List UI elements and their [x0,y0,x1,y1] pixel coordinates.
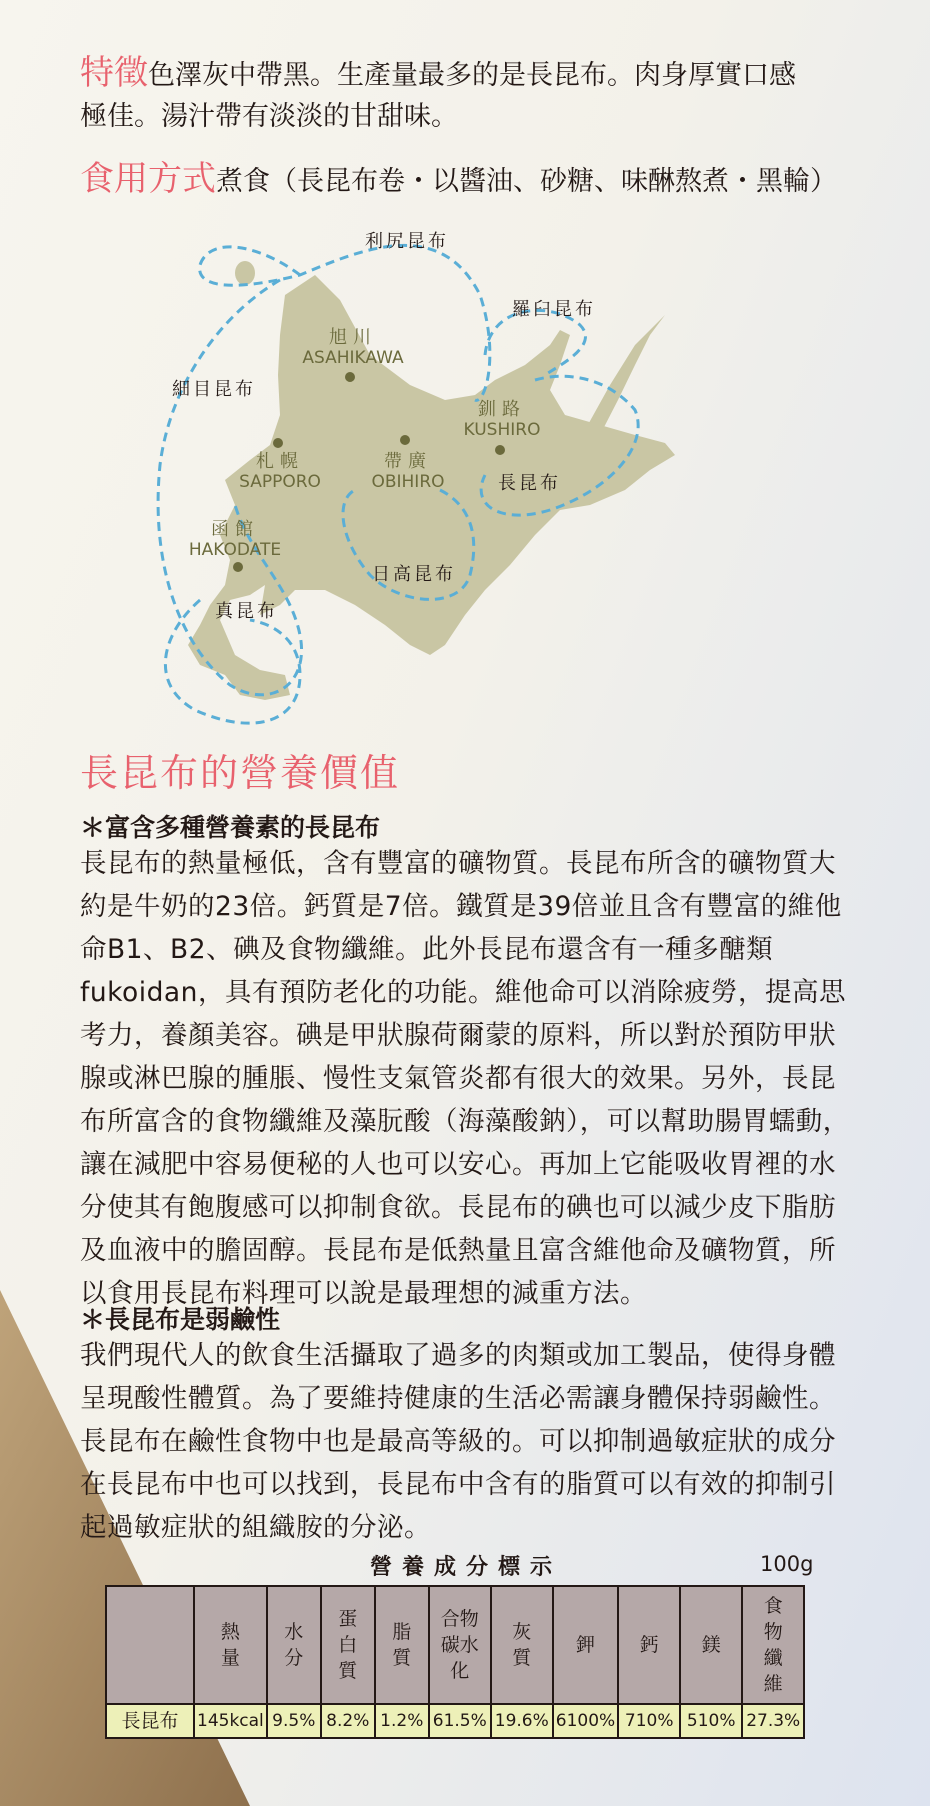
nutrition-table [105,1585,805,1739]
nutrition-subheading-2: ＊長昆布是弱鹼性 [80,1305,281,1334]
header-water: 水分 [267,1586,321,1704]
nutrition-paragraph-1 [80,842,870,1315]
city-en-obihiro: OBIHIRO [371,472,445,492]
para2-line: 長昆布在鹼性食物中也是最高等級的。可以抑制過敏症狀的成分 [80,1426,836,1457]
city-zh-sapporo: 札幌 [256,451,304,472]
row-label: 長昆布 [106,1704,194,1738]
region-label-hosome: 細目昆布 [172,379,256,400]
usage-line [80,158,837,203]
city-en-hakodate: HAKODATE [188,540,282,560]
header-magnesium: 鎂 [680,1586,742,1704]
table-corner-cell [106,1586,194,1704]
para2-line: 我們現代人的飲食生活攝取了過多的肉類或加工製品，使得身體 [80,1340,836,1371]
value-carbs: 61.5% [429,1704,491,1738]
sapporo-dot [273,438,283,448]
para1-line: 分使其有飽腹感可以抑制食欲。長昆布的碘也可以減少皮下脂肪 [80,1192,836,1223]
header-protein: 蛋白質 [321,1586,375,1704]
header-potassium: 鉀 [553,1586,618,1704]
value-magnesium: 510% [680,1704,742,1738]
city-zh-asahikawa: 旭川 [329,327,377,348]
usage-text: 煮食（長昆布卷・以醬油、砂糖、味醂熬煮・黑輪） [216,166,837,197]
feature-line-2 [80,96,458,138]
para1-line: 考力，養顏美容。碘是甲狀腺荷爾蒙的原料，所以對於預防甲狀 [80,1020,836,1051]
value-calcium: 710% [618,1704,680,1738]
para1-line: 以食用長昆布料理可以說是最理想的減重方法。 [80,1278,647,1309]
value-fat: 1.2% [375,1704,429,1738]
value-protein: 8.2% [321,1704,375,1738]
para1-line: 及血液中的膽固醇。長昆布是低熱量且富含維他命及礦物質，所 [80,1235,836,1266]
value-fiber: 27.3% [742,1704,804,1738]
para1-line: 約是牛奶的23倍。鈣質是7倍。鐵質是39倍並且含有豐富的維他 [80,891,842,922]
value-potassium: 6100% [553,1704,618,1738]
value-water: 9.5% [267,1704,321,1738]
para1-line: 命B1、B2、碘及食物纖維。此外長昆布還含有一種多醣類 [80,934,774,965]
city-en-kushiro: KUSHIRO [463,420,541,440]
hakodate-dot [233,562,243,572]
para1-line: 腺或淋巴腺的腫脹、慢性支氣管炎都有很大的效果。另外，長昆 [80,1063,836,1094]
table-unit: 100g [760,1552,814,1576]
hokkaido-map [140,205,740,745]
feature-text-1: 色澤灰中帶黑。生產量最多的是長昆布。肉身厚實口感 [148,60,796,91]
table-header-row [106,1586,804,1704]
nutrition-subheading-1: ＊富含多種營養素的長昆布 [80,813,381,842]
city-en-sapporo: SAPPORO [239,472,321,492]
nutrition-paragraph-2 [80,1334,870,1549]
asahikawa-dot [345,372,355,382]
nutrition-title: 長昆布的營養價值 [80,751,401,795]
kushiro-dot [495,445,505,455]
shiretoko-peninsula [585,315,665,435]
usage-label: 食用方式 [80,159,216,199]
region-label-rausu: 羅臼昆布 [512,299,596,320]
header-fat: 脂質 [375,1586,429,1704]
header-ash: 灰質 [491,1586,553,1704]
city-zh-hakodate: 函館 [211,519,259,540]
feature-line-1 [80,52,796,97]
feature-label: 特徵 [80,53,148,93]
table-title: 營養成分標示 [370,1555,563,1580]
para1-line: 讓在減肥中容易便秘的人也可以安心。再加上它能吸收胃裡的水 [80,1149,836,1180]
city-zh-obihiro: 帶廣 [384,451,432,472]
para2-line: 起過敏症狀的組織胺的分泌。 [80,1512,431,1543]
city-zh-kushiro: 釧路 [478,399,526,420]
value-calories: 145kcal [194,1704,267,1738]
table-row [106,1704,804,1738]
para1-line: 布所富含的食物纖維及藻朊酸（海藻酸鈉），可以幫助腸胃蠕動， [80,1106,850,1137]
para1-line: 長昆布的熱量極低，含有豐富的礦物質。長昆布所含的礦物質大 [80,848,836,879]
header-fiber: 食物纖維 [742,1586,804,1704]
obihiro-dot [400,435,410,445]
header-calories: 熱量 [194,1586,267,1704]
rishiri-island [235,261,255,285]
header-carbs: 合物碳水化 [429,1586,491,1704]
para2-line: 在長昆布中也可以找到，長昆布中含有的脂質可以有效的抑制引 [80,1469,836,1500]
region-label-hidaka: 日高昆布 [372,564,456,585]
value-ash: 19.6% [491,1704,553,1738]
region-label-naga: 長昆布 [498,473,561,494]
para2-line: 呈現酸性體質。為了要維持健康的生活必需讓身體保持弱鹼性。 [80,1383,836,1414]
city-en-asahikawa: ASAHIKAWA [302,348,404,368]
feature-text-2: 極佳。湯汁帶有淡淡的甘甜味。 [80,101,458,132]
header-calcium: 鈣 [618,1586,680,1704]
para1-line: fukoidan，具有預防老化的功能。維他命可以消除疲勞，提高思 [80,977,846,1008]
region-label-ma: 真昆布 [215,601,278,622]
region-label-rishiri: 利尻昆布 [365,231,449,252]
